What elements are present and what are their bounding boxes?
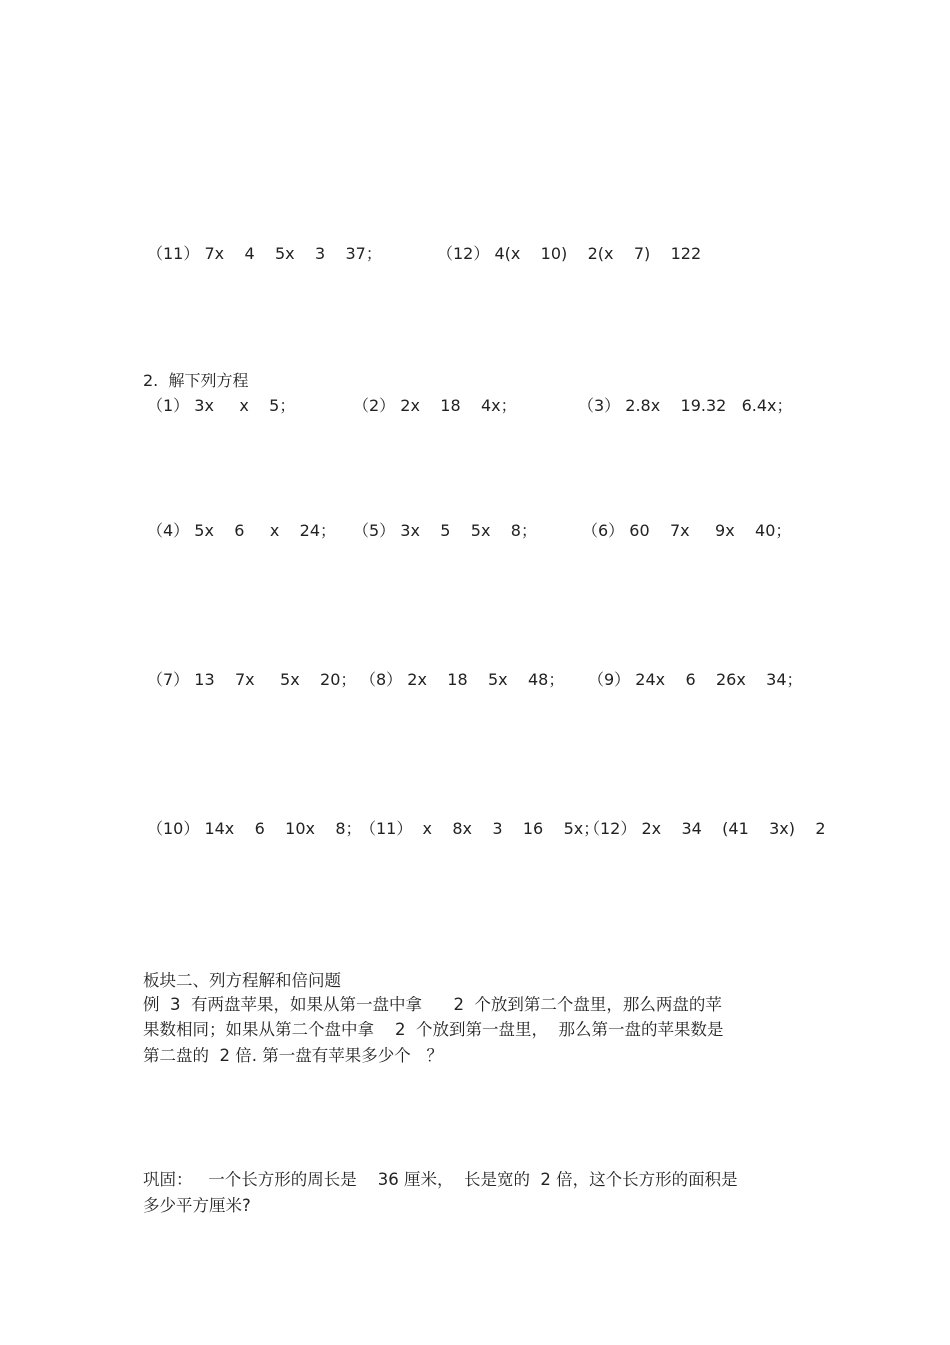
problem-item: （3） 2.8x 19.32 6.4x；	[578, 396, 793, 415]
example-3-line: 例 3 有两盘苹果，如果从第一盘中拿 2 个放到第二个盘里，那么两盘的苹	[143, 995, 722, 1014]
problem-item: （11） x 8x 3 16 5x；	[360, 819, 600, 838]
section-2-heading: 2. 解下列方程	[143, 371, 249, 390]
block-2-heading: 板块二、列方程解和倍问题	[143, 971, 341, 990]
problem-item: （7） 13 7x 5x 20；	[147, 670, 357, 689]
problem-item: （8） 2x 18 5x 48；	[360, 670, 565, 689]
problem-item: （1） 3x x 5；	[147, 396, 296, 415]
problem-item: （12） 2x 34 (41 3x) 2	[584, 819, 826, 838]
problem-item: （9） 24x 6 26x 34；	[588, 670, 803, 689]
example-3-line: 果数相同；如果从第二个盘中拿 2 个放到第一盘里， 那么第一盘的苹果数是	[143, 1020, 724, 1039]
problem-item: （6） 60 7x 9x 40；	[582, 521, 792, 540]
problem-11-top: （11） 7x 4 5x 3 37；	[147, 244, 382, 263]
problem-item: （4） 5x 6 x 24；	[147, 521, 337, 540]
problem-item: （10） 14x 6 10x 8；	[147, 819, 362, 838]
problem-12-top: （12） 4(x 10) 2(x 7) 122	[437, 244, 702, 263]
consolidate-line: 巩固： 一个长方形的周长是 36 厘米， 长是宽的 2 倍，这个长方形的面积是	[143, 1170, 738, 1189]
example-3-line: 第二盘的 2 倍. 第一盘有苹果多少个 ？	[143, 1046, 443, 1065]
problem-item: （2） 2x 18 4x；	[353, 396, 517, 415]
consolidate-line: 多少平方厘米?	[143, 1196, 251, 1215]
problem-item: （5） 3x 5 5x 8；	[353, 521, 537, 540]
